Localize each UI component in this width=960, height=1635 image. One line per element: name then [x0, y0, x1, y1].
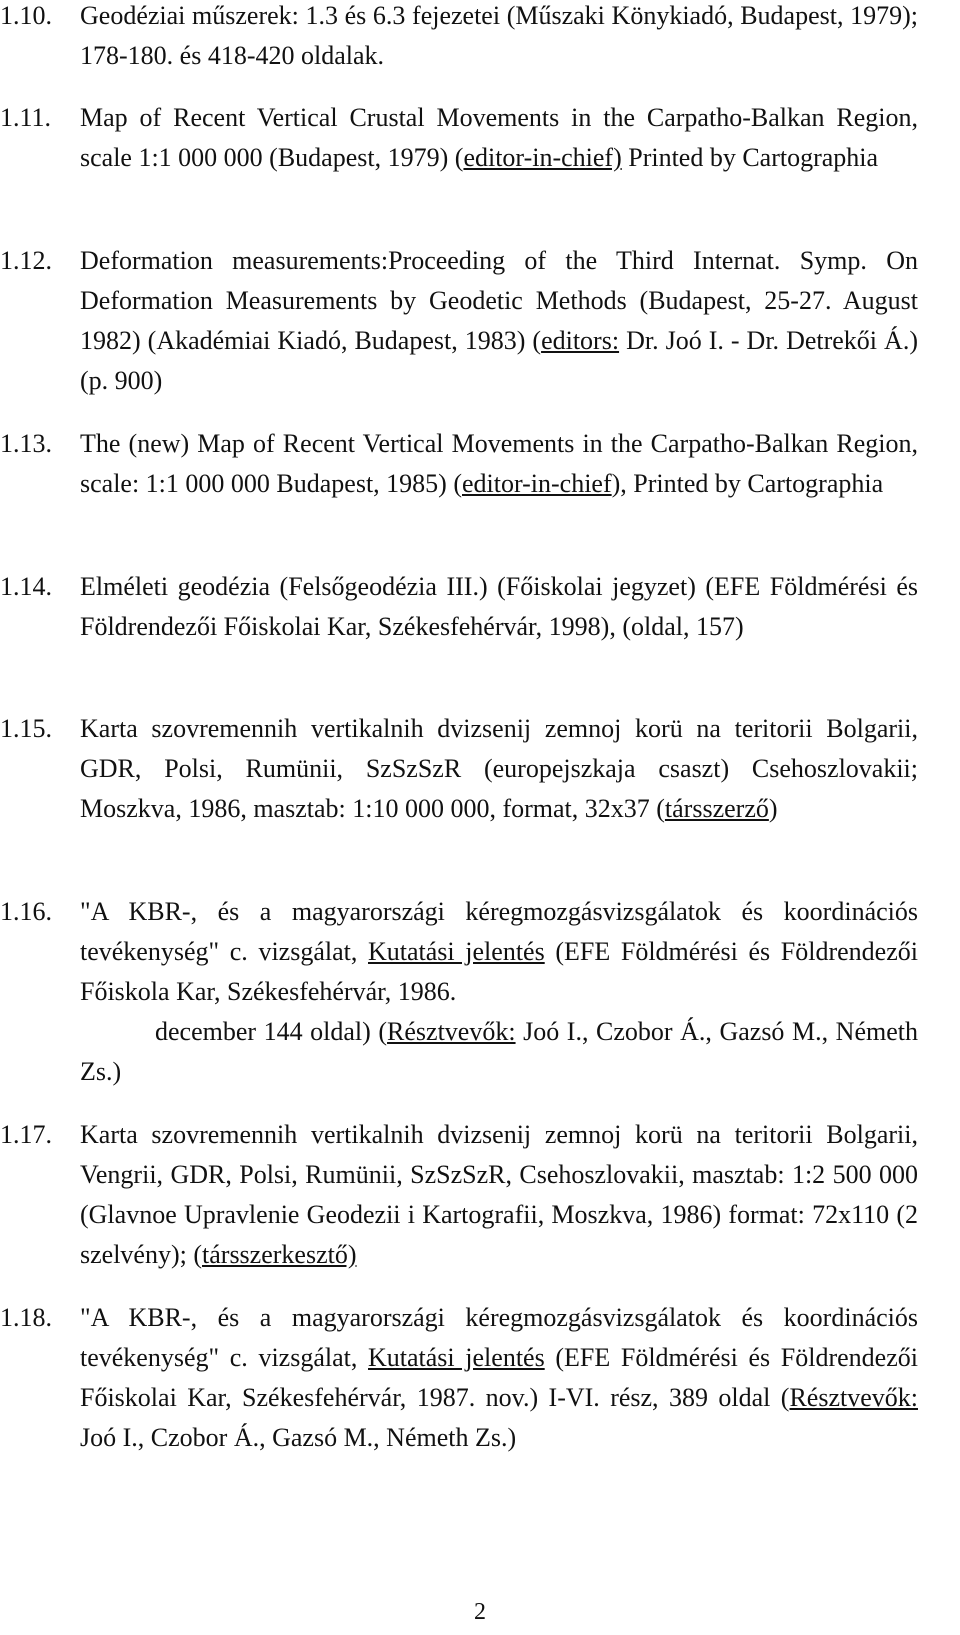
- entry-number: 1.14.: [0, 572, 52, 601]
- entry-text: [80, 98, 918, 178]
- entry-text: [80, 1115, 918, 1275]
- entry-text-segment: ): [768, 794, 778, 823]
- entry-text: [80, 1298, 918, 1458]
- entry-text: [80, 241, 918, 401]
- entry-number: 1.18.: [0, 1303, 52, 1332]
- entry-text-segment: Joó I., Czobor Á., Gazsó M., Németh Zs.): [80, 1017, 918, 1086]
- page-number: 2: [474, 1599, 486, 1625]
- editor-role-underlined: editor-in-chief): [463, 143, 622, 172]
- participants-underlined: Résztvevők:: [387, 1017, 516, 1046]
- entry-number: 1.13.: [0, 429, 52, 458]
- participants-underlined: Résztvevők:: [789, 1383, 918, 1412]
- reference-entry-1-17: [0, 1115, 960, 1275]
- entry-text: [80, 892, 918, 1092]
- entry-text: [80, 567, 918, 647]
- entry-text-segment: "A KBR-, és a magyarországi kéregmozgásvizsgálatok és koordinációs tevékenység" c. vizsgálat,: [80, 1303, 918, 1372]
- research-report-underlined: Kutatási jelentés: [368, 937, 545, 966]
- entry-number: 1.10.: [0, 1, 52, 30]
- entry-text-segment: Karta szovremennih vertikalnih dvizsenij zemnoj korü na teritorii Bolgarii, Vengrii, GDR, Polsi, Rumünii, SzSzSzR, Csehoszlovakii, masztab: 1:2 500 000 (Glavnoe Upravlenie Geodezii i Kartografii, Moszkva, 1986) format: 72x110 (2 szelvény); (: [80, 1120, 918, 1269]
- entry-number: 1.16.: [0, 897, 52, 926]
- editor-role-underlined: editor-in-chief: [462, 469, 612, 498]
- entry-text-segment: Deformation measurements:Proceeding of the Third Internat. Symp. On Deformation Measurements by Geodetic Methods (Budapest, 25-27. August 1982) (Akadémiai Kiadó, Budapest, 1983) (: [80, 246, 918, 355]
- entry-text-segment: Elméleti geodézia (Felsőgeodézia III.) (Főiskolai jegyzet) (EFE Földmérési és Földrendezői Főiskolai Kar, Székesfehérvár, 1998), (oldal, 157): [80, 572, 918, 641]
- entry-text-segment: (EFE Földmérési és Földrendezői Főiskolai Kar, Székesfehérvár, 1987. nov.) I-VI. rész, 389 oldal (: [80, 1343, 918, 1412]
- entry-number: 1.12.: [0, 246, 52, 275]
- reference-entry-1-13: [0, 424, 960, 544]
- entry-text-segment: Geodéziai műszerek: 1.3 és 6.3 fejezetei (Műszaki Könykiadó, Budapest, 1979); 178-180. és 418-420 oldalak.: [80, 1, 918, 70]
- reference-entry-1-12: [0, 241, 960, 401]
- editors-role-underlined: editors:: [541, 326, 620, 355]
- entry-text-segment: ), Printed by Cartographia: [611, 469, 884, 498]
- reference-entry-1-14: [0, 567, 960, 687]
- entry-text: [80, 709, 918, 829]
- co-editor-role-underlined: társszerkesztő): [202, 1240, 357, 1269]
- entry-number: 1.11.: [0, 103, 52, 132]
- reference-entry-1-11: [0, 98, 960, 218]
- reference-entry-1-15: [0, 709, 960, 869]
- entry-text-segment: The (new) Map of Recent Vertical Movements in the Carpatho-Balkan Region, scale: 1:1 000 000 Budapest, 1985) (: [80, 429, 918, 498]
- entry-text-segment: (EFE Földmérési és Földrendezői Főiskola Kar, Székesfehérvár, 1986.: [80, 937, 918, 1006]
- research-report-underlined: Kutatási jelentés: [368, 1343, 545, 1372]
- entry-text-segment: Joó I., Czobor Á., Gazsó M., Németh Zs.): [80, 1423, 517, 1452]
- entry-text: [80, 424, 918, 504]
- entry-text-segment: december 144 oldal) (: [155, 1017, 388, 1046]
- reference-entry-1-16: [0, 892, 960, 1092]
- entry-text-segment: "A KBR-, és a magyarországi kéregmozgásvizsgálatok és koordinációs tevékenység" c. vizsgálat,: [80, 897, 918, 966]
- reference-entry-1-10: [0, 0, 960, 76]
- entry-number: 1.17.: [0, 1120, 52, 1149]
- entry-text-segment: Map of Recent Vertical Crustal Movements in the Carpatho-Balkan Region, scale 1:1 000 000 (Budapest, 1979) (: [80, 103, 918, 172]
- entry-text: [80, 0, 918, 76]
- reference-entry-1-18: [0, 1298, 960, 1498]
- entry-text-segment: Printed by Cartographia: [621, 143, 879, 172]
- co-author-role-underlined: társszerző: [664, 794, 769, 823]
- entry-number: 1.15.: [0, 714, 52, 743]
- entry-text-segment: Dr. Joó I. - Dr. Detrekői Á.) (p. 900): [80, 326, 918, 395]
- entry-text-segment: Karta szovremennih vertikalnih dvizsenij zemnoj korü na teritorii Bolgarii, GDR, Polsi, Rumünii, SzSzSzR (europejszkaja csaszt) Csehoszlovakii; Moszkva, 1986, masztab: 1:10 000 000, format, 32x37 (: [80, 714, 918, 823]
